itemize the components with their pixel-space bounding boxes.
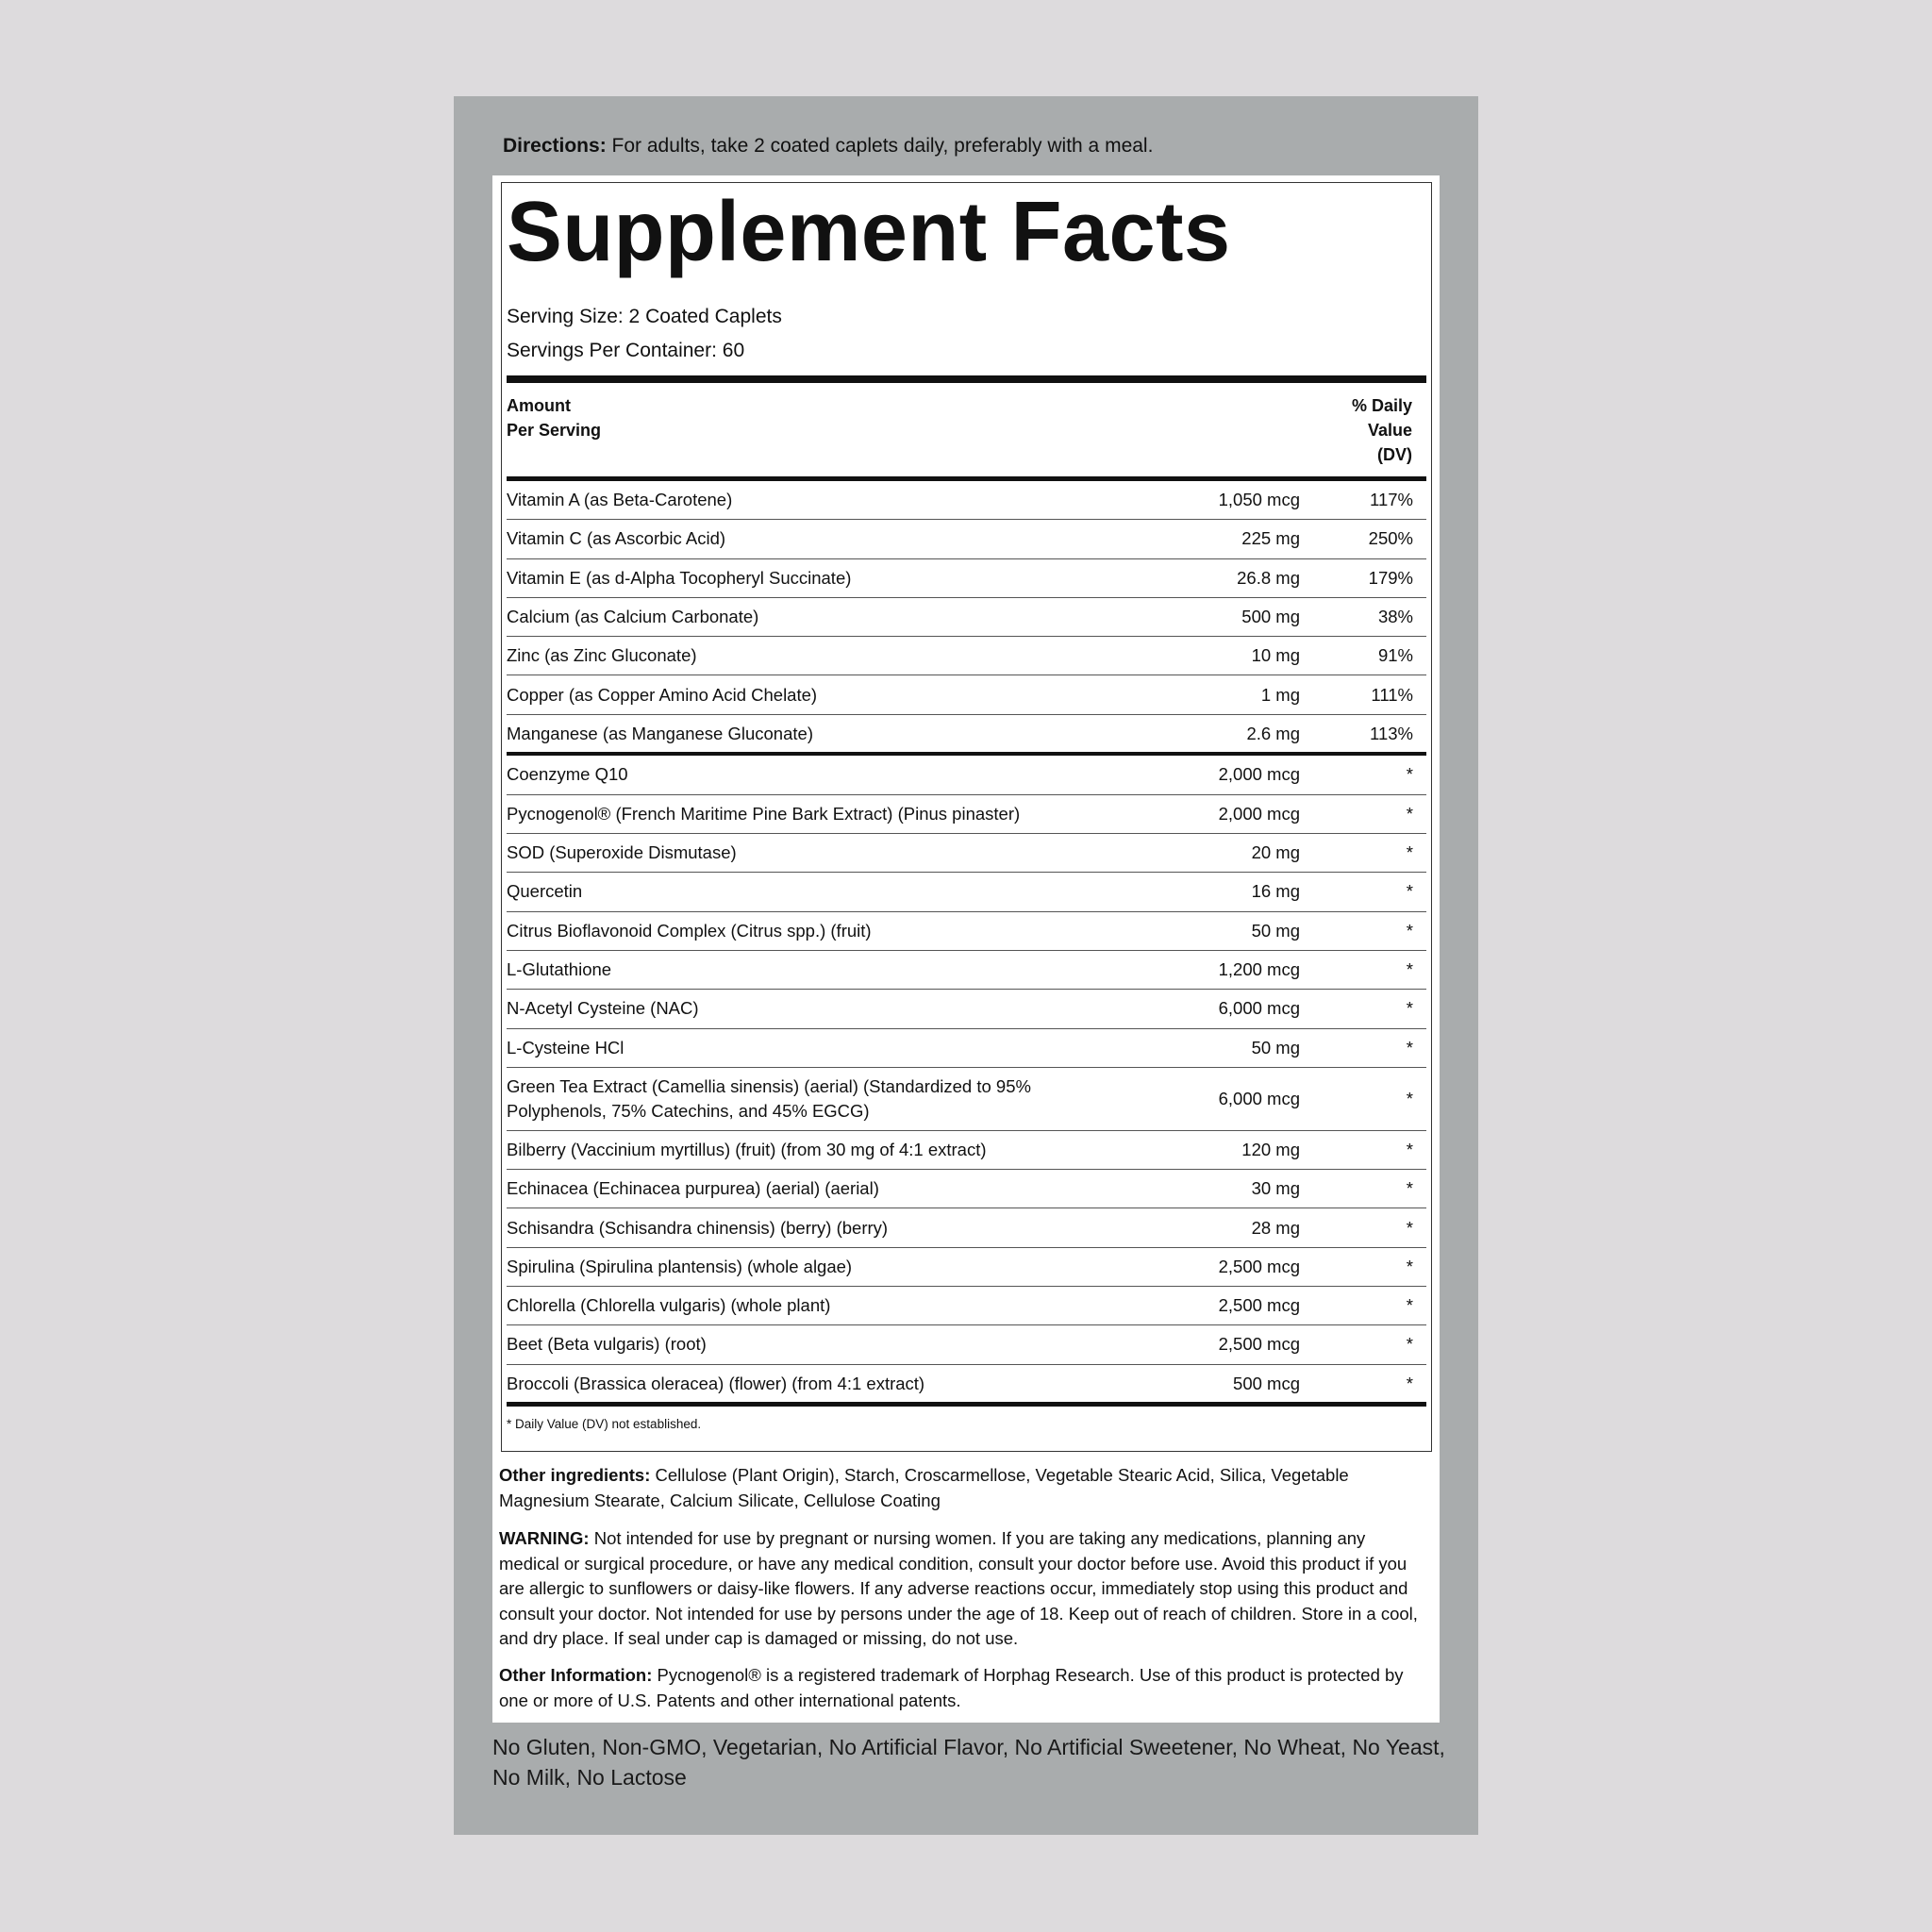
facts-title: Supplement Facts [507, 185, 1231, 279]
nutrient-name-line: L-Glutathione [507, 959, 612, 979]
header-dv-line3: (DV) [1377, 445, 1412, 464]
header-amount [507, 393, 601, 442]
nutrient-name [507, 1255, 852, 1279]
nutrient-daily-value: 113% [1370, 723, 1413, 743]
nutrient-amount: 28 mg [1251, 1217, 1300, 1238]
nutrient-name [507, 605, 758, 629]
nutrient-name [507, 958, 611, 982]
nutrient-row [507, 1325, 1426, 1364]
nutrient-daily-value: * [1406, 1037, 1413, 1058]
dietary-claims: No Gluten, Non-GMO, Vegetarian, No Artificial Flavor, No Artificial Sweetener, No Wheat, No Yeast, No Milk, No Lactose [492, 1735, 1445, 1790]
nutrient-amount: 500 mcg [1233, 1373, 1300, 1393]
nutrient-name [507, 762, 628, 787]
thick-rule-top [507, 375, 1426, 383]
nutrient-amount: 26.8 mg [1237, 567, 1300, 588]
nutrient-name [507, 879, 582, 904]
nutrient-name [507, 1176, 879, 1201]
nutrient-name-line: Quercetin [507, 881, 583, 902]
nutrient-row [507, 873, 1426, 911]
nutrient-daily-value: * [1406, 1334, 1413, 1355]
other-ingredients-label: Other ingredients: [499, 1465, 651, 1485]
warning-label: WARNING: [499, 1528, 590, 1548]
nutrient-row [507, 481, 1426, 520]
nutrient-name [507, 1372, 924, 1396]
nutrient-daily-value: 250% [1368, 528, 1413, 549]
other-information-text: Pycnogenol® is a registered trademark of Horphag Research. Use of this product is protected by one or more of U.S. Patents and other international patents. [499, 1665, 1404, 1710]
nutrient-daily-value: * [1406, 1088, 1413, 1108]
nutrient-daily-value: * [1406, 998, 1413, 1019]
nutrient-row [507, 520, 1426, 558]
nutrient-name [507, 722, 813, 746]
nutrient-name [507, 841, 737, 865]
nutrient-name-line: Echinacea (Echinacea purpurea) (aerial) (aerial) [507, 1178, 879, 1199]
nutrient-daily-value: * [1406, 803, 1413, 824]
nutrient-name-line: Beet (Beta vulgaris) (root) [507, 1334, 707, 1355]
nutrient-row [507, 756, 1426, 795]
nutrient-row [507, 1287, 1426, 1325]
header-amount-line2: Per Serving [507, 421, 602, 440]
nutrient-row [507, 1365, 1426, 1404]
nutrient-daily-value: 179% [1368, 567, 1413, 588]
servings-per-container: Servings Per Container: 60 [507, 340, 745, 361]
nutrient-amount: 2,000 mcg [1218, 803, 1300, 824]
nutrient-name [507, 526, 725, 551]
footnote: * Daily Value (DV) not established. [507, 1417, 702, 1431]
nutrient-daily-value: * [1406, 959, 1413, 979]
thick-rule-section [507, 752, 1426, 756]
nutrient-name-line: Green Tea Extract (Camellia sinensis) (aerial) (Standardized to 95% [507, 1075, 1031, 1096]
nutrient-amount: 20 mg [1251, 842, 1300, 863]
nutrient-daily-value: 117% [1370, 490, 1413, 509]
nutrient-amount: 30 mg [1251, 1178, 1300, 1199]
nutrient-name-line: Coenzyme Q10 [507, 764, 628, 784]
nutrient-name-line: Calcium (as Calcium Carbonate) [507, 606, 759, 626]
nutrient-name-line: N-Acetyl Cysteine (NAC) [507, 998, 699, 1019]
nutrient-name-line: Pycnogenol® (French Maritime Pine Bark Extract) (Pinus pinaster) [507, 803, 1021, 824]
nutrient-daily-value: * [1406, 920, 1413, 941]
nutrient-name-line: Schisandra (Schisandra chinensis) (berry) (berry) [507, 1217, 889, 1238]
nutrient-daily-value: * [1406, 1139, 1413, 1159]
nutrient-amount: 2.6 mg [1246, 723, 1300, 743]
directions-text: For adults, take 2 coated caplets daily, preferably with a meal. [606, 135, 1154, 157]
nutrient-row [507, 715, 1426, 754]
nutrient-name-line: Bilberry (Vaccinium myrtillus) (fruit) (from 30 mg of 4:1 extract) [507, 1139, 987, 1159]
nutrient-daily-value: * [1406, 881, 1413, 902]
nutrient-row [507, 795, 1426, 834]
nutrient-name-line: Manganese (as Manganese Gluconate) [507, 723, 813, 743]
nutrient-daily-value: * [1406, 1373, 1413, 1393]
nutrient-name-line: L-Cysteine HCl [507, 1037, 625, 1058]
nutrient-amount: 120 mg [1241, 1139, 1300, 1159]
other-information [499, 1663, 1428, 1713]
nutrient-name [507, 643, 697, 668]
nutrient-daily-value: * [1406, 1295, 1413, 1316]
nutrient-daily-value: * [1406, 842, 1413, 863]
nutrient-amount: 2,500 mcg [1218, 1256, 1300, 1276]
nutrient-name [507, 1074, 1031, 1124]
nutrient-row [507, 1209, 1426, 1248]
other-ingredients [499, 1463, 1428, 1513]
nutrient-amount: 500 mg [1241, 606, 1300, 626]
nutrient-name [507, 566, 851, 591]
nutrient-row [507, 834, 1426, 873]
nutrient-name-line: Chlorella (Chlorella vulgaris) (whole plant) [507, 1295, 831, 1316]
nutrient-name-line: Vitamin E (as d-Alpha Tocopheryl Succinate) [507, 567, 852, 588]
nutrient-daily-value: * [1406, 1256, 1413, 1276]
nutrient-name-line: SOD (Superoxide Dismutase) [507, 842, 737, 863]
nutrient-name [507, 996, 699, 1021]
nutrient-daily-value: * [1406, 1217, 1413, 1238]
nutrient-row [507, 1170, 1426, 1208]
nutrient-row [507, 951, 1426, 990]
nutrient-row [507, 676, 1426, 715]
nutrient-daily-value: 38% [1377, 606, 1413, 626]
nutrient-row [507, 990, 1426, 1028]
nutrient-amount: 50 mg [1251, 1037, 1300, 1058]
directions-label: Directions: [503, 135, 607, 157]
nutrient-name [507, 683, 817, 708]
header-dv-line2: Value [1367, 421, 1412, 440]
other-information-label: Other Information: [499, 1665, 653, 1685]
nutrient-amount: 2,500 mcg [1218, 1334, 1300, 1355]
nutrient-row [507, 1029, 1426, 1068]
header-amount-line1: Amount [507, 396, 571, 415]
thick-rule-bottom [507, 1402, 1426, 1407]
nutrient-name-line: Vitamin C (as Ascorbic Acid) [507, 528, 726, 549]
nutrient-name [507, 488, 732, 512]
serving-size: Serving Size: 2 Coated Caplets [507, 306, 782, 327]
nutrient-daily-value: * [1406, 1178, 1413, 1199]
nutrient-daily-value: * [1406, 764, 1413, 784]
header-daily-value [1352, 393, 1412, 467]
nutrient-amount: 50 mg [1251, 920, 1300, 941]
nutrient-name-line: Vitamin A (as Beta-Carotene) [507, 490, 733, 509]
nutrient-amount: 2,500 mcg [1218, 1295, 1300, 1316]
nutrient-amount: 16 mg [1251, 881, 1300, 902]
nutrient-amount: 1,050 mcg [1218, 490, 1300, 509]
nutrient-name-line: Copper (as Copper Amino Acid Chelate) [507, 684, 818, 705]
nutrient-name [507, 1216, 888, 1241]
warning [499, 1526, 1428, 1652]
nutrient-amount: 1 mg [1260, 684, 1300, 705]
header-dv-line1: % Daily [1351, 396, 1412, 415]
warning-text: Not intended for use by pregnant or nursing women. If you are taking any medications, planning any medical or surgical procedure, or have any medical condition, consult your doctor before use. Avoid this product if you are allergic to sunflowers or daisy-like flowers. If any adverse reactions occur, immediately stop using this product and consult your doctor. Not intended for use by persons under the age of 18. Keep out of reach of children. Store in a cool, and dry place. If seal under cap is damaged or missing, do not use. [499, 1528, 1418, 1648]
directions [503, 132, 1446, 160]
nutrient-name [507, 802, 1020, 826]
nutrient-row [507, 1068, 1426, 1131]
nutrient-amount: 1,200 mcg [1218, 959, 1300, 979]
nutrient-amount: 6,000 mcg [1218, 1088, 1300, 1108]
nutrient-row [507, 598, 1426, 637]
nutrient-name-line: Zinc (as Zinc Gluconate) [507, 645, 697, 666]
nutrient-row [507, 559, 1426, 598]
nutrient-name [507, 1332, 707, 1357]
nutrient-amount: 6,000 mcg [1218, 998, 1300, 1019]
nutrient-amount: 225 mg [1241, 528, 1300, 549]
nutrient-name-line: Spirulina (Spirulina plantensis) (whole algae) [507, 1256, 853, 1276]
nutrient-name [507, 919, 872, 943]
nutrient-name [507, 1293, 830, 1318]
nutrient-name-line: Citrus Bioflavonoid Complex (Citrus spp.) (fruit) [507, 920, 872, 941]
nutrient-row [507, 1248, 1426, 1287]
nutrient-daily-value: 111% [1371, 684, 1413, 705]
nutrient-amount: 10 mg [1251, 645, 1300, 666]
nutrient-row [507, 912, 1426, 951]
nutrient-amount: 2,000 mcg [1218, 764, 1300, 784]
nutrient-name-line: Broccoli (Brassica oleracea) (flower) (from 4:1 extract) [507, 1373, 925, 1393]
nutrient-row [507, 1131, 1426, 1170]
nutrient-name-line: Polyphenols, 75% Catechins, and 45% EGCG) [507, 1100, 870, 1121]
nutrient-daily-value: 91% [1377, 645, 1413, 666]
nutrient-name [507, 1138, 987, 1162]
nutrient-row [507, 637, 1426, 675]
other-ingredients-text: Cellulose (Plant Origin), Starch, Croscarmellose, Vegetable Stearic Acid, Silica, Vegetable Magnesium Stearate, Calcium Silicate, Cellulose Coating [499, 1465, 1349, 1510]
nutrient-name [507, 1036, 624, 1060]
